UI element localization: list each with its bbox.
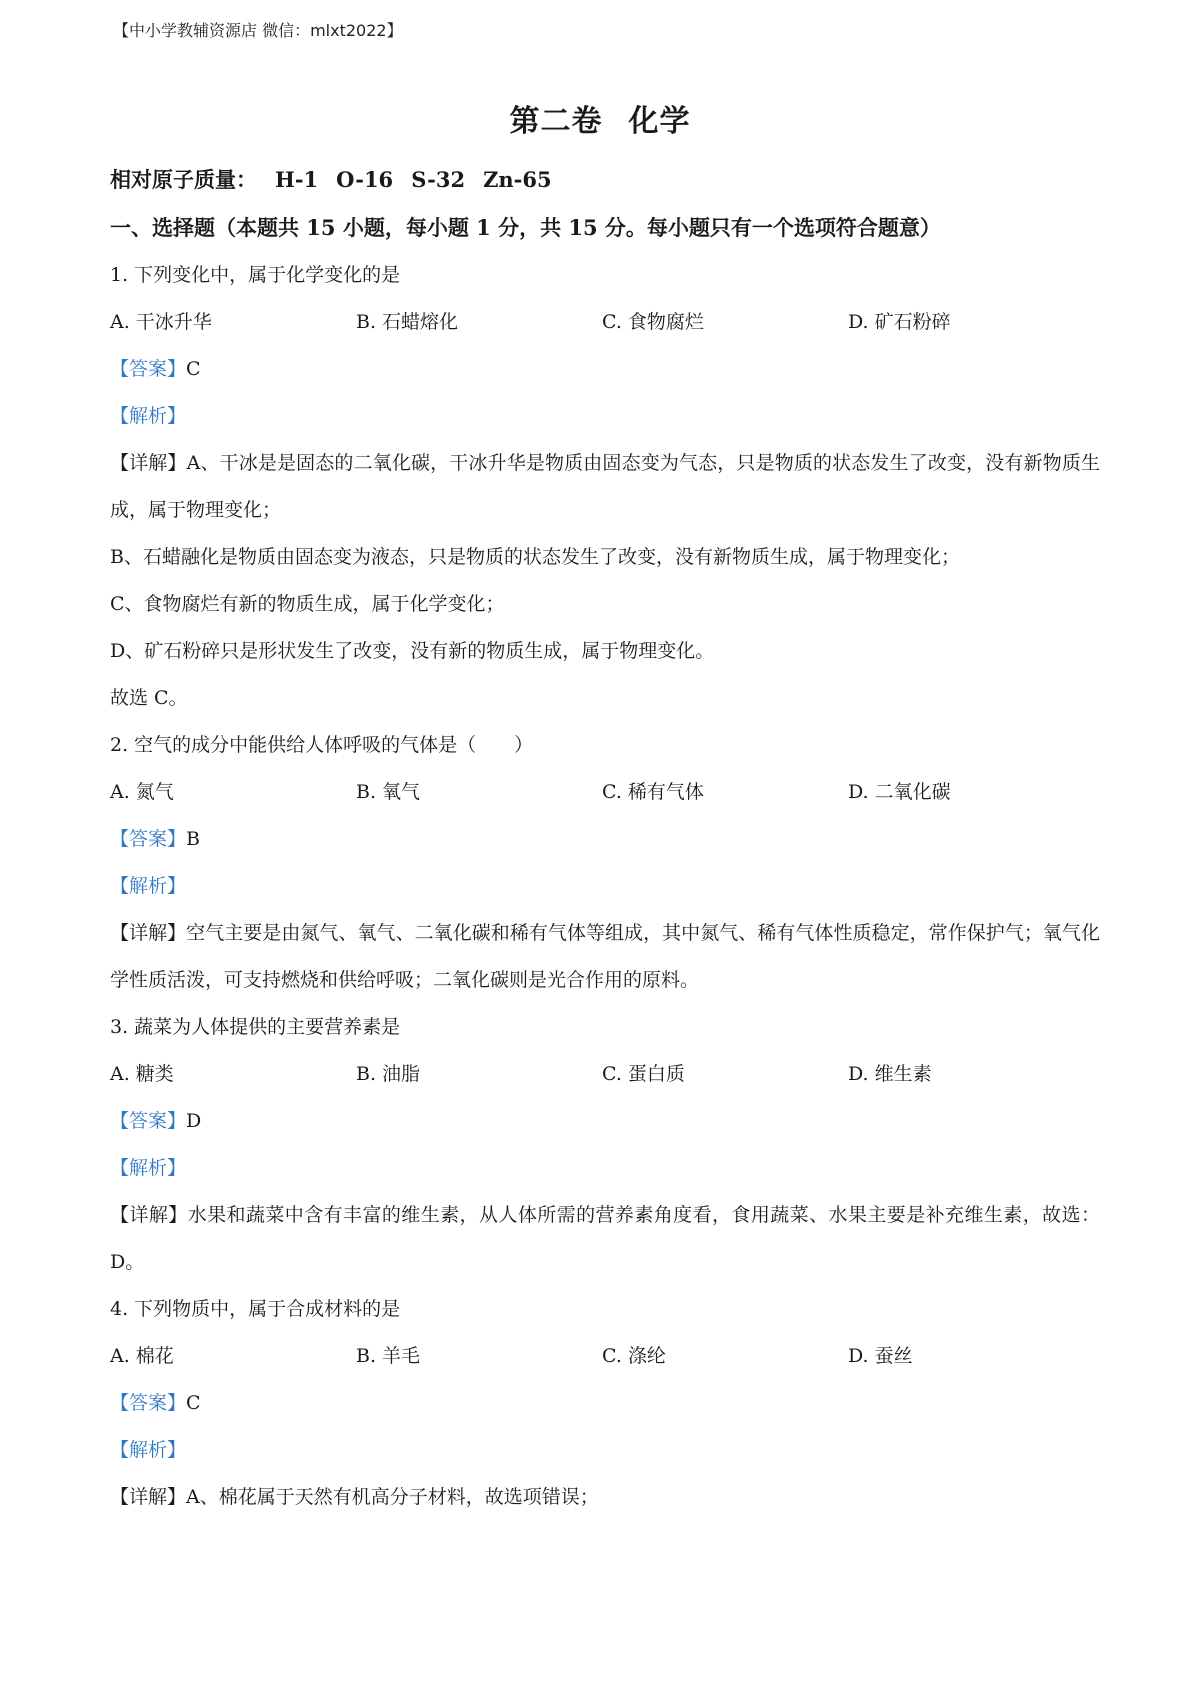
detail-text: 水果和蔬菜中含有丰富的维生素，从人体所需的营养素角度看，食用蔬菜、水果主要是补充维生素，故选：D。 bbox=[110, 1204, 1100, 1273]
option-letter: B. bbox=[356, 781, 377, 803]
option-text: 糖类 bbox=[135, 1063, 174, 1085]
options-row bbox=[110, 769, 1100, 816]
options-row bbox=[110, 1333, 1100, 1380]
option-c bbox=[602, 299, 848, 346]
answer-value: C bbox=[186, 1392, 201, 1414]
detail-line: 故选 C。 bbox=[110, 687, 188, 709]
title-part-2: 化学 bbox=[628, 104, 691, 139]
question-stem: 1. 下列变化中，属于化学变化的是 bbox=[110, 264, 401, 286]
option-text: 氧气 bbox=[382, 781, 421, 803]
question-stem: 4. 下列物质中，属于合成材料的是 bbox=[110, 1298, 401, 1320]
question-stem: 2. 空气的成分中能供给人体呼吸的气体是（ ） bbox=[110, 734, 534, 756]
detail-tag: 【详解】 bbox=[110, 1486, 187, 1508]
option-text: 棉花 bbox=[135, 1345, 174, 1367]
answer-line bbox=[110, 1380, 1100, 1427]
detail-text: A、棉花属于天然有机高分子材料，故选项错误； bbox=[186, 1486, 599, 1508]
atomic-mass-item: Zn-65 bbox=[483, 167, 552, 192]
option-text: 维生素 bbox=[874, 1063, 932, 1085]
options-row bbox=[110, 1051, 1100, 1098]
detail-line: C、食物腐烂有新的物质生成，属于化学变化； bbox=[110, 593, 505, 615]
answer-tag: 【答案】 bbox=[110, 828, 187, 850]
option-text: 涤纶 bbox=[627, 1345, 666, 1367]
answer-tag: 【答案】 bbox=[110, 1392, 187, 1414]
option-text: 干冰升华 bbox=[135, 311, 212, 333]
atomic-mass-item: H-1 bbox=[275, 167, 319, 192]
option-c bbox=[602, 1333, 848, 1380]
option-letter: A. bbox=[110, 1063, 130, 1085]
option-a bbox=[110, 769, 356, 816]
atomic-masses-label: 相对原子质量： bbox=[110, 167, 257, 192]
detail-text: A、干冰是是固态的二氧化碳，干冰升华是物质由固态变为气态，只是物质的状态发生了改变，没有新物质生成，属于物理变化； bbox=[110, 452, 1100, 521]
option-text: 羊毛 bbox=[382, 1345, 421, 1367]
answer-value: B bbox=[186, 828, 200, 850]
detail-tag: 【详解】 bbox=[110, 452, 187, 474]
option-b bbox=[356, 769, 602, 816]
analysis-line bbox=[110, 1427, 1100, 1474]
detail-line: B、石蜡融化是物质由固态变为液态，只是物质的状态发生了改变，没有新物质生成，属于物理变化； bbox=[110, 546, 960, 568]
answer-line bbox=[110, 816, 1100, 863]
option-b bbox=[356, 1333, 602, 1380]
option-letter: C. bbox=[602, 311, 622, 333]
analysis-tag: 【解析】 bbox=[110, 1157, 187, 1179]
option-text: 油脂 bbox=[382, 1063, 421, 1085]
option-text: 氮气 bbox=[135, 781, 174, 803]
options-row bbox=[110, 299, 1100, 346]
analysis-tag: 【解析】 bbox=[110, 875, 187, 897]
option-letter: B. bbox=[356, 1345, 377, 1367]
atomic-mass-item: S-32 bbox=[411, 167, 466, 192]
option-letter: C. bbox=[602, 1063, 622, 1085]
answer-line bbox=[110, 346, 1100, 393]
section-heading: 一、选择题（本题共 15 小题，每小题 1 分，共 15 分。每小题只有一个选项符合题意） bbox=[110, 215, 941, 240]
questions bbox=[110, 252, 1100, 1521]
answer-tag: 【答案】 bbox=[110, 1110, 187, 1132]
option-b bbox=[356, 1051, 602, 1098]
option-text: 矿石粉碎 bbox=[874, 311, 951, 333]
option-letter: A. bbox=[110, 311, 130, 333]
analysis-line bbox=[110, 1145, 1100, 1192]
option-letter: C. bbox=[602, 781, 622, 803]
detail-text: 空气主要是由氮气、氧气、二氧化碳和稀有气体等组成，其中氮气、稀有气体性质稳定，常作保护气；氧气化学性质活泼，可支持燃烧和供给呼吸；二氧化碳则是光合作用的原料。 bbox=[110, 922, 1100, 991]
analysis-line bbox=[110, 863, 1100, 910]
option-text: 石蜡熔化 bbox=[382, 311, 459, 333]
option-letter: B. bbox=[356, 311, 377, 333]
option-a bbox=[110, 1051, 356, 1098]
detail-paragraph bbox=[110, 440, 1100, 534]
analysis-tag: 【解析】 bbox=[110, 405, 187, 427]
atomic-masses bbox=[110, 164, 552, 194]
page-title bbox=[0, 96, 1200, 140]
option-d bbox=[848, 1051, 1094, 1098]
question-stem: 3. 蔬菜为人体提供的主要营养素是 bbox=[110, 1016, 401, 1038]
option-letter: C. bbox=[602, 1345, 622, 1367]
option-d bbox=[848, 769, 1094, 816]
detail-paragraph bbox=[110, 1192, 1100, 1286]
option-a bbox=[110, 299, 356, 346]
page-header: 【中小学教辅资源店 微信：mlxt2022】 bbox=[113, 21, 403, 40]
analysis-tag: 【解析】 bbox=[110, 1439, 187, 1461]
option-text: 蛋白质 bbox=[627, 1063, 685, 1085]
title-part-1: 第二卷 bbox=[509, 104, 603, 139]
option-letter: B. bbox=[356, 1063, 377, 1085]
detail-paragraph bbox=[110, 910, 1100, 1004]
option-text: 二氧化碳 bbox=[874, 781, 951, 803]
option-text: 食物腐烂 bbox=[627, 311, 704, 333]
option-letter: D. bbox=[848, 311, 869, 333]
answer-value: D bbox=[186, 1110, 202, 1132]
option-c bbox=[602, 769, 848, 816]
detail-tag: 【详解】 bbox=[110, 1204, 188, 1226]
detail-paragraph bbox=[110, 1474, 1100, 1521]
option-c bbox=[602, 1051, 848, 1098]
detail-tag: 【详解】 bbox=[110, 922, 187, 944]
option-d bbox=[848, 299, 1094, 346]
answer-tag: 【答案】 bbox=[110, 358, 187, 380]
option-letter: A. bbox=[110, 1345, 130, 1367]
option-b bbox=[356, 299, 602, 346]
option-letter: A. bbox=[110, 781, 130, 803]
answer-value: C bbox=[186, 358, 201, 380]
option-letter: D. bbox=[848, 1345, 869, 1367]
option-letter: D. bbox=[848, 1063, 869, 1085]
option-text: 蚕丝 bbox=[874, 1345, 913, 1367]
option-a bbox=[110, 1333, 356, 1380]
analysis-line bbox=[110, 393, 1100, 440]
option-text: 稀有气体 bbox=[627, 781, 704, 803]
detail-line: D、矿石粉碎只是形状发生了改变，没有新的物质生成，属于物理变化。 bbox=[110, 640, 715, 662]
option-d bbox=[848, 1333, 1094, 1380]
answer-line bbox=[110, 1098, 1100, 1145]
option-letter: D. bbox=[848, 781, 869, 803]
atomic-mass-item: O-16 bbox=[336, 167, 394, 192]
